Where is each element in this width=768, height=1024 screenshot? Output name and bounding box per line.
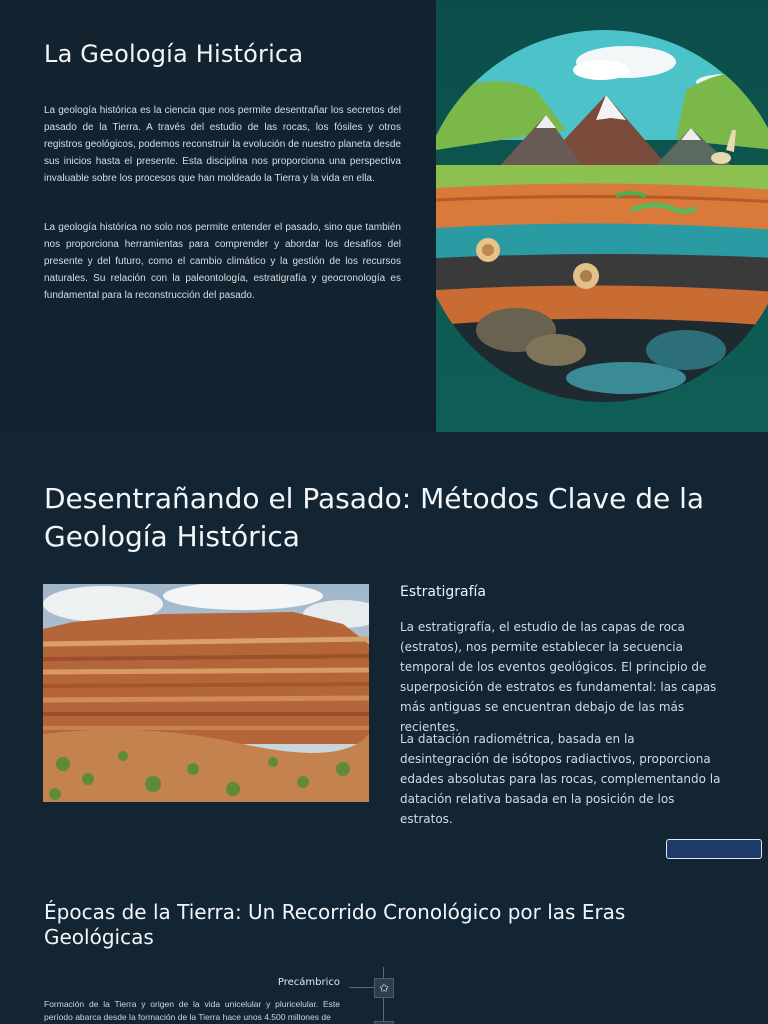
star-icon: ✩ <box>374 978 394 998</box>
era-description-precambrian: Formación de la Tierra y origen de la vida unicelular y pluricelular. Este período abarca desde la formación de la Tierra hace unos 4.500 millones de <box>44 999 340 1022</box>
stratified-cliff-photo <box>43 584 369 802</box>
hero-title: La Geología Histórica <box>44 40 304 68</box>
methods-section-title: Desentrañando el Pasado: Métodos Clave de la Geología Histórica <box>44 482 705 553</box>
radiometric-dating-paragraph: La datación radiométrica, basada en la desintegración de isótopos radiactivos, proporciona edades absolutas para las rocas, complementando la datación relativa basada en la posición de los estratos. <box>400 732 721 826</box>
stratigraphy-heading: Estratigrafía <box>400 584 486 600</box>
floating-nav-button[interactable] <box>666 839 762 859</box>
earth-layers-illustration <box>436 0 768 432</box>
timeline-connector <box>349 987 375 988</box>
stratigraphy-paragraph: La estratigrafía, el estudio de las capas de roca (estratos), nos permite establecer la secuencia temporal de los eventos geológicos. El principio de superposición de estratos es fundamental: las capas más antiguas se encuentran debajo de las más recientes. <box>400 620 717 734</box>
eras-section-title: Épocas de la Tierra: Un Recorrido Cronológico por las Eras Geológicas <box>44 900 626 949</box>
earth-cross-section-image <box>436 0 768 432</box>
stratigraphy-cliff-image <box>43 584 369 802</box>
hero-paragraph-1: La geología histórica es la ciencia que nos permite desentrañar los secretos del pasado de la Tierra. A través del estudio de las rocas, los fósiles y otros registros geológicos, podemos reconstruir la evolución de nuestro planeta desde sus inicios hasta el presente. Esta disciplina nos proporciona una perspectiva invaluable sobre los procesos que han moldeado la Tierra y la vida en ella. <box>44 105 401 184</box>
era-name-precambrian: Precámbrico <box>277 977 340 988</box>
hero-paragraph-2: La geología histórica no solo nos permite entender el pasado, sino que también nos proporciona herramientas para comprender y abordar los desafíos del presente y del futuro, como el cambio climático y la gestión de los recursos naturales. Su relación con la paleontología, estratigrafía y geocronología es fundamental para la reconstrucción del pasado. <box>44 222 401 301</box>
hero-section <box>0 0 436 432</box>
